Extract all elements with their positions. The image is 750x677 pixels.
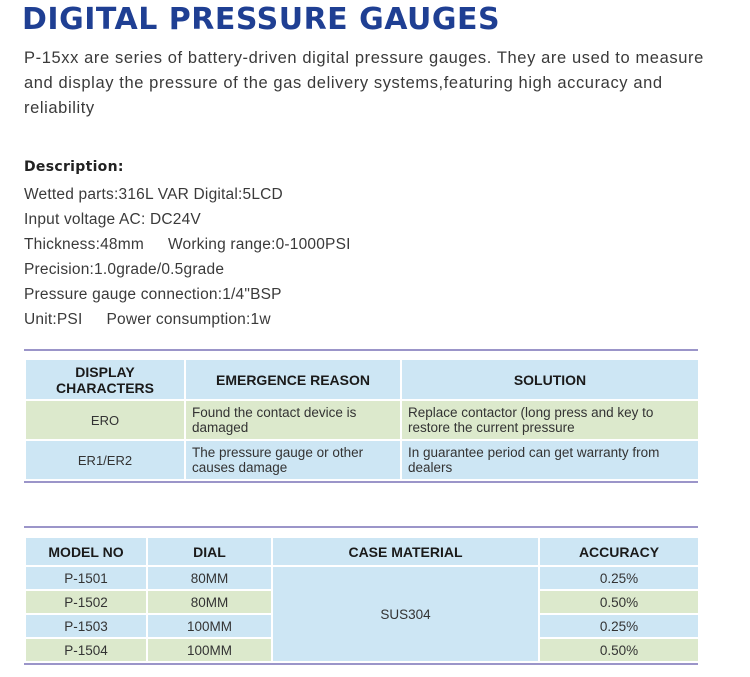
spec-text: Wetted parts:316L VAR Digital:5LCD xyxy=(24,186,283,203)
col-header-display-characters: DISPLAY CHARACTERS xyxy=(25,359,185,400)
accuracy-cell: 0.25% xyxy=(539,614,699,638)
accuracy-cell: 0.25% xyxy=(539,566,699,590)
table-header-row xyxy=(25,537,699,566)
divider-rule xyxy=(24,663,698,665)
error-code-cell: ER1/ER2 xyxy=(25,440,185,480)
model-cell: P-1504 xyxy=(25,638,147,662)
spec-item xyxy=(24,232,351,257)
table-header-row xyxy=(25,359,699,400)
model-cell: P-1502 xyxy=(25,590,147,614)
table-row xyxy=(25,440,699,480)
case-material-cell: SUS304 xyxy=(272,566,539,662)
spec-item xyxy=(24,307,351,332)
accuracy-cell: 0.50% xyxy=(539,638,699,662)
description-heading: Description: xyxy=(24,159,124,175)
dial-cell: 80MM xyxy=(147,566,272,590)
col-header-dial: DIAL xyxy=(147,537,272,566)
spec-item xyxy=(24,182,351,207)
intro-paragraph: P-15xx are series of battery-driven digital pressure gauges. They are used to measure and display the pressure of the gas delivery systems,featuring high accuracy and reliability xyxy=(24,49,704,117)
page-title: DIGITAL PRESSURE GAUGES xyxy=(22,2,501,37)
spec-text: Precision:1.0grade/0.5grade xyxy=(24,261,225,278)
spec-text-secondary: Working range:0-1000PSI xyxy=(167,236,351,253)
spec-text: Input voltage AC: DC24V xyxy=(24,211,201,228)
dial-cell: 80MM xyxy=(147,590,272,614)
table-row xyxy=(25,400,699,440)
error-code-table xyxy=(24,358,700,481)
col-header-case-material: CASE MATERIAL xyxy=(272,537,539,566)
reason-cell: Found the contact device is damaged xyxy=(185,400,401,440)
spec-item xyxy=(24,207,351,232)
divider-rule xyxy=(24,481,698,483)
table-row xyxy=(25,566,699,590)
spec-item xyxy=(24,257,351,282)
spec-text: Thickness:48mm xyxy=(24,236,144,253)
model-cell: P-1501 xyxy=(25,566,147,590)
col-header-model-no: MODEL NO xyxy=(25,537,147,566)
spec-item xyxy=(24,282,351,307)
col-header-solution: SOLUTION xyxy=(401,359,699,400)
col-header-emergence-reason: EMERGENCE REASON xyxy=(185,359,401,400)
accuracy-cell: 0.50% xyxy=(539,590,699,614)
col-header-accuracy: ACCURACY xyxy=(539,537,699,566)
dial-cell: 100MM xyxy=(147,614,272,638)
model-cell: P-1503 xyxy=(25,614,147,638)
model-spec-table xyxy=(24,536,700,663)
spec-list xyxy=(24,182,351,332)
spec-text: Pressure gauge connection:1/4"BSP xyxy=(24,286,282,303)
spec-text-secondary: Power consumption:1w xyxy=(106,311,271,328)
solution-cell: In guarantee period can get warranty from dealers xyxy=(401,440,699,480)
reason-cell: The pressure gauge or other causes damage xyxy=(185,440,401,480)
divider-rule xyxy=(24,526,698,528)
solution-cell: Replace contactor (long press and key to restore the current pressure xyxy=(401,400,699,440)
divider-rule xyxy=(24,349,698,351)
spec-text: Unit:PSI xyxy=(24,311,83,328)
dial-cell: 100MM xyxy=(147,638,272,662)
error-code-cell: ERO xyxy=(25,400,185,440)
